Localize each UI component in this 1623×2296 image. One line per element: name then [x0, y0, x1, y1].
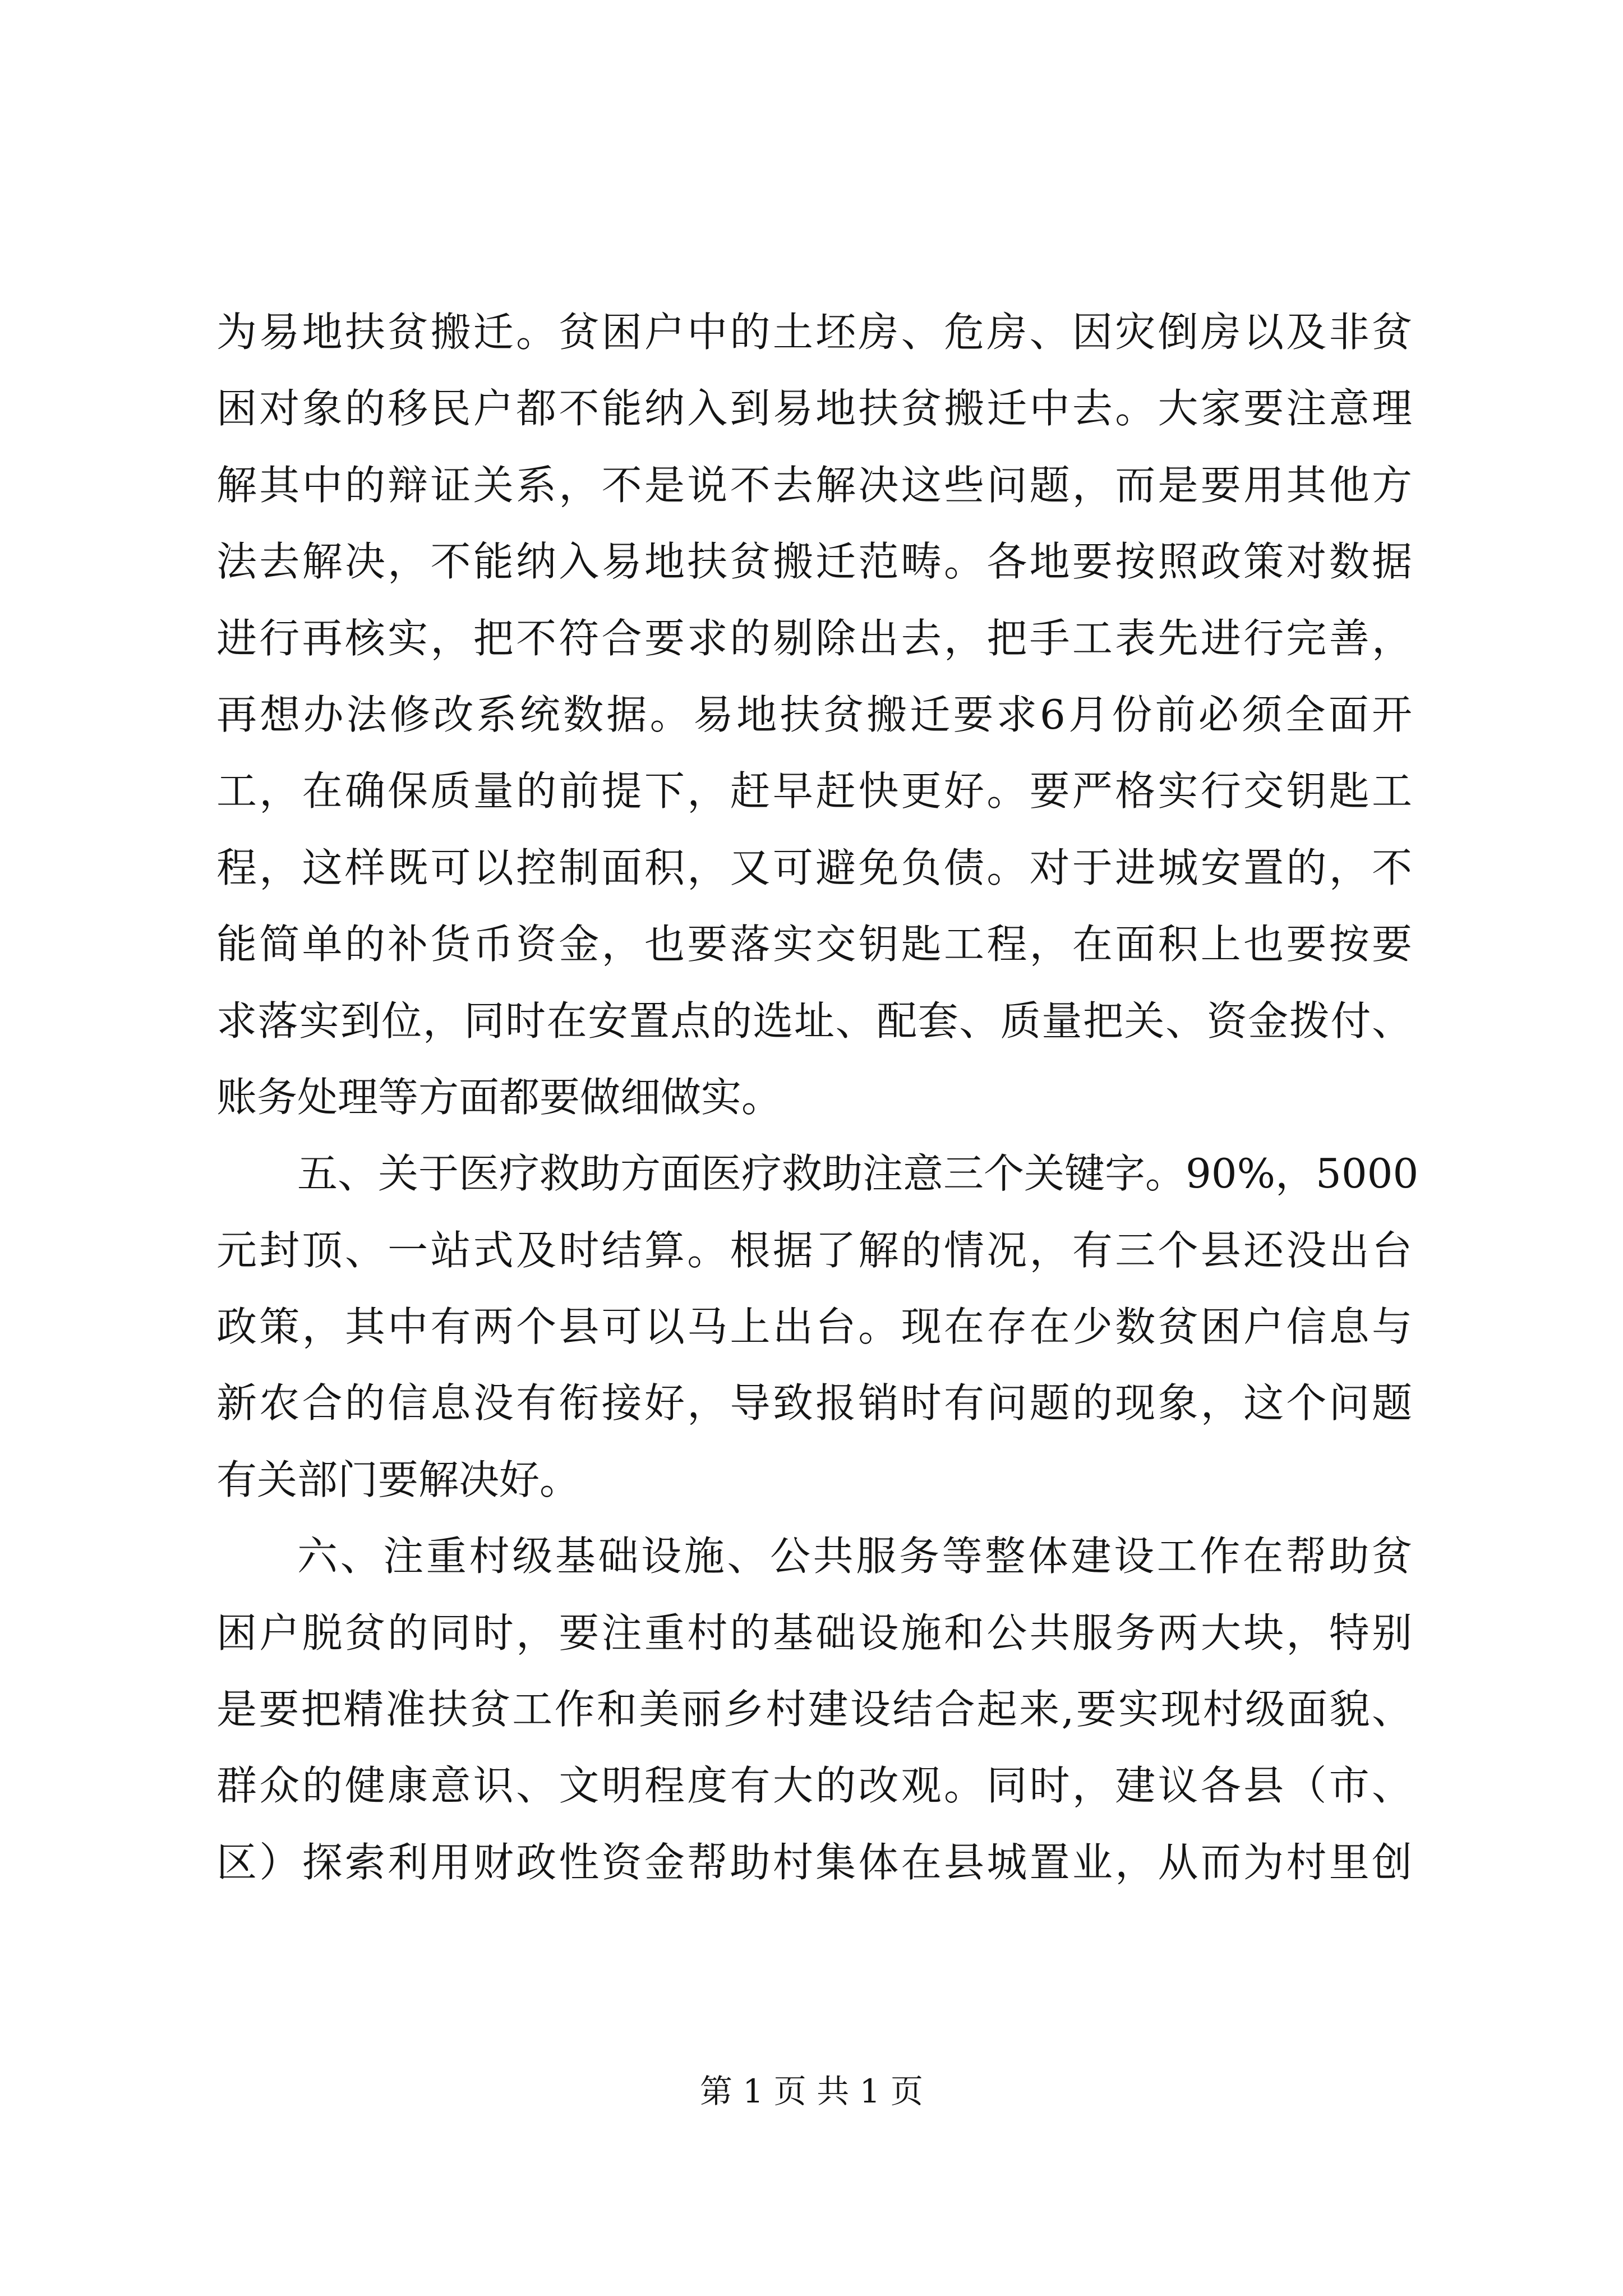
text-line [216, 1824, 1412, 1901]
document-body [216, 294, 1419, 1901]
text-line [216, 370, 1412, 447]
line-text: 再想办法修改系统数据。易地扶贫搬迁要求6月份前必须全面开 [216, 691, 1412, 738]
text-line [216, 600, 1412, 677]
line-text: 有关部门要解决好。 [216, 1456, 580, 1503]
text-line [216, 906, 1412, 982]
page-number-footer: 第 1 页 共 1 页 [700, 2072, 923, 2110]
line-text: 解其中的辩证关系，不是说不去解决这些问题，而是要用其他方 [216, 461, 1412, 509]
text-line [216, 1365, 1412, 1441]
line-text: 五、关于医疗救助方面医疗救助注意三个关键字。90%，5000 [297, 1150, 1419, 1198]
text-line [216, 677, 1412, 753]
text-line [216, 1059, 1412, 1135]
line-text: 能简单的补货币资金，也要落实交钥匙工程，在面积上也要按要 [216, 921, 1412, 968]
text-line [216, 294, 1412, 370]
line-text: 法去解决，不能纳入易地扶贫搬迁范畴。各地要按照政策对数据 [216, 538, 1412, 586]
line-text: 困对象的移民户都不能纳入到易地扶贫搬迁中去。大家要注意理 [216, 385, 1412, 432]
paragraph-start-line [216, 1518, 1412, 1594]
line-text: 进行再核实，把不符合要求的剔除出去，把手工表先进行完善， [216, 614, 1412, 662]
line-text: 新农合的信息没有衔接好，导致报销时有问题的现象，这个问题 [216, 1379, 1412, 1427]
line-text: 六、注重村级基础设施、公共服务等整体建设工作在帮助贫 [297, 1533, 1412, 1580]
text-line [216, 1671, 1412, 1747]
text-line [216, 1289, 1412, 1365]
text-line [216, 1747, 1412, 1824]
text-line [216, 753, 1412, 829]
text-line [216, 447, 1412, 523]
paragraph-start-line [216, 1135, 1419, 1212]
line-text: 求落实到位，同时在安置点的选址、配套、质量把关、资金拨付、 [216, 997, 1412, 1045]
line-text: 区）探索利用财政性资金帮助村集体在县城置业，从而为村里创 [216, 1838, 1412, 1886]
text-line [216, 1212, 1412, 1289]
text-line [216, 1442, 1412, 1518]
line-text: 群众的健康意识、文明程度有大的改观。同时，建议各县（市、 [216, 1762, 1412, 1810]
line-text: 是要把精准扶贫工作和美丽乡村建设结合起来,要实现村级面貌、 [216, 1686, 1412, 1733]
line-text: 账务处理等方面都要做细做实。 [216, 1073, 782, 1121]
line-text: 政策，其中有两个县可以马上出台。现在存在少数贫困户信息与 [216, 1303, 1412, 1351]
line-text: 工，在确保质量的前提下，赶早赶快更好。要严格实行交钥匙工 [216, 767, 1412, 815]
line-text: 困户脱贫的同时，要注重村的基础设施和公共服务两大块，特别 [216, 1609, 1412, 1657]
line-text: 元封顶、一站式及时结算。根据了解的情况，有三个县还没出台 [216, 1226, 1412, 1274]
line-text: 为易地扶贫搬迁。贫困户中的土坯房、危房、因灾倒房以及非贫 [216, 309, 1412, 356]
text-line [216, 1595, 1412, 1671]
text-line [216, 523, 1412, 600]
text-line [216, 983, 1412, 1059]
text-line [216, 830, 1412, 906]
line-text: 程，这样既可以控制面积，又可避免负债。对于进城安置的，不 [216, 844, 1412, 891]
